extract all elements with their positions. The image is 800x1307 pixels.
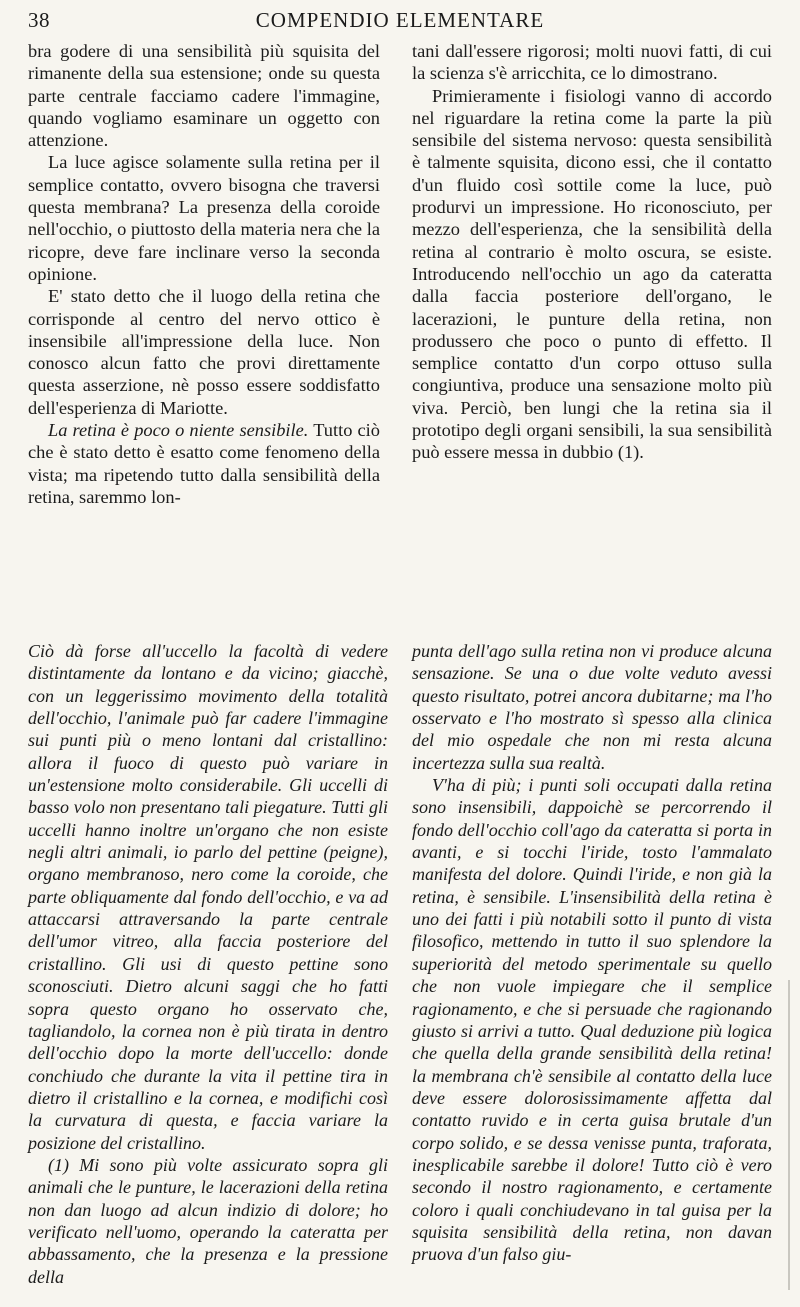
- paragraph: La luce agisce solamente sulla retina per il semplice contatto, ovvero bisogna che traversi questa membrana? La presenza della coroide nell'occhio, o piuttosto della materia nera che la ricopre, deve fare inclinare verso la seconda opinione.: [28, 152, 380, 284]
- page-header: [28, 6, 772, 36]
- footnote-paragraph: Ciò dà forse all'uccello la facoltà di vedere distintamente da lontano e da vicino; giacchè, con un leggerissimo movimento della totalità dell'occhio, l'animale può far cadere l'immagine sui punti più o meno lontani dal cristallino: allora il fuoco di questo può variare in un'estensione molto considerabile. Gli uccelli di basso volo non presentano tali piegature. Tutti gli uccelli hanno inoltre un'organo che non esiste negli altri animali, io parlo del pettine (peigne), organo membranoso, nero come la coroide, che parte obliquamente dal fondo dell'occhio, e va ad attaccarsi attraversando la parte centrale dell'umor vitreo, alla faccia posteriore del cristallino. Gli usi di questo pettine sono sconosciuti. Dietro alcuni saggi che ho fatti sopra questo organo ho osservato che, tagliandolo, la cornea non è più tirata in dentro dell'occhio dopo la morte dell'uccello: donde conchiudo che durante la vita il pettine tira in dietro il cristallino e la cornea, e modifichi così la curvatura di questa, e faccia variare la posizione del cristallino.: [28, 641, 388, 1153]
- page-edge-shadow: [788, 980, 790, 1290]
- running-title: COMPENDIO ELEMENTARE: [255, 8, 545, 32]
- footnote-paragraph: V'ha di più; i punti soli occupati dalla retina sono insensibili, dappoichè se percorrendo il fondo dell'occhio coll'ago da cateratta si porta in avanti, e si tocchi l'iride, tosto l'ammalato manifesta del dolore. Quindi l'iride, e non già la retina, è sensibile. L'insensibilità della retina è uno dei fatti i più notabili sotto il punto di vista filosofico, mettendo in tutto il suo splendore la superiorità del metodo sperimentale su quello che non vuole impiegare che il semplice ragionamento, e che si persuade che ragionando giusto si arrivi a tutto. Qual deduzione più logica che quella della grande sensibilità della retina! la membrana ch'è sensibile al contatto della luce deve essere dolorosissimamente affetta dal contatto ruvido e in certa guisa brutale d'un corpo solido, e se dessa venisse punta, traforata, inesplicabile sarebbe il dolore! Tutto ciò è vero secondo il nostro ragionamento, e certamente coloro i quali conchiudevano in tal guisa per la squisita sensibilità della retina, non davan pruova d'un falso giu-: [412, 775, 772, 1265]
- paragraph: [28, 419, 380, 508]
- footnote-paragraph: punta dell'ago sulla retina non vi produce alcuna sensazione. Se una o due volte veduto avessi questo risultato, potrei ancora dubitarne; ma l'ho osservato e l'ho mostrato sì spesso alla clinica del mio ospedale che non mi resta alcuna incertezza sulla sua realtà.: [412, 641, 772, 773]
- paragraph: bra godere di una sensibilità più squisita del rimanente della sua estensione; onde su questa parte centrale facciamo cadere l'immagine, quando vogliamo esaminare un oggetto con attenzione.: [28, 41, 380, 151]
- main-text-left-column: [28, 40, 380, 508]
- italic-heading: La retina è poco o niente sensibile.: [48, 420, 309, 441]
- main-text-right-column: [412, 40, 772, 464]
- footnote-paragraph: (1) Mi sono più volte assicurato sopra gli animali che le punture, le lacerazioni della retina non dan luogo ad alcun indizio di dolore; ho verificato nell'uomo, operando la cateratta per abbassamento, che la presenza e la pressione della: [28, 1154, 388, 1287]
- footnote-right-column: [412, 640, 772, 1266]
- paragraph: tani dall'essere rigorosi; molti nuovi fatti, di cui la scienza s'è arricchita, ce lo dimostrano.: [412, 41, 772, 84]
- paragraph: E' stato detto che il luogo della retina che corrisponde al centro del nervo ottico è insensibile all'impressione della luce. Non conosco alcun fatto che provi direttamente questa asserzione, nè posso essere soddisfatto dell'esperienza di Mariotte.: [28, 286, 380, 418]
- paragraph-text: Tutto ciò che è stato detto è esatto come fenomeno della vista; ma ripetendo tutto dalla sensibilità della retina, saremmo lon-: [28, 420, 380, 507]
- page-number: 38: [28, 8, 50, 32]
- paragraph: Primieramente i fisiologi vanno di accordo nel riguardare la retina come la parte la più sensibile del sistema nervoso: questa sensibilità è talmente squisita, dicono essi, che il contatto d'un fluido così sottile come la luce, può produrvi un impressione. Ho riconosciuto, per mezzo dell'esperienza, che la sensibilità della retina al contrario è molto oscura, se esiste. Introducendo nell'occhio un ago da cateratta dalla faccia posteriore dell'organo, le lacerazioni, le punture della retina, non produssero che poco o punto di effetto. Il semplice contatto d'un corpo ottuso sulla congiuntiva, produce una sensazione molto più viva. Perciò, ben lungi che la retina sia il prototipo degli organi sensibili, la sua sensibilità può essere messa in dubbio (1).: [412, 85, 772, 463]
- footnote-left-column: [28, 640, 388, 1288]
